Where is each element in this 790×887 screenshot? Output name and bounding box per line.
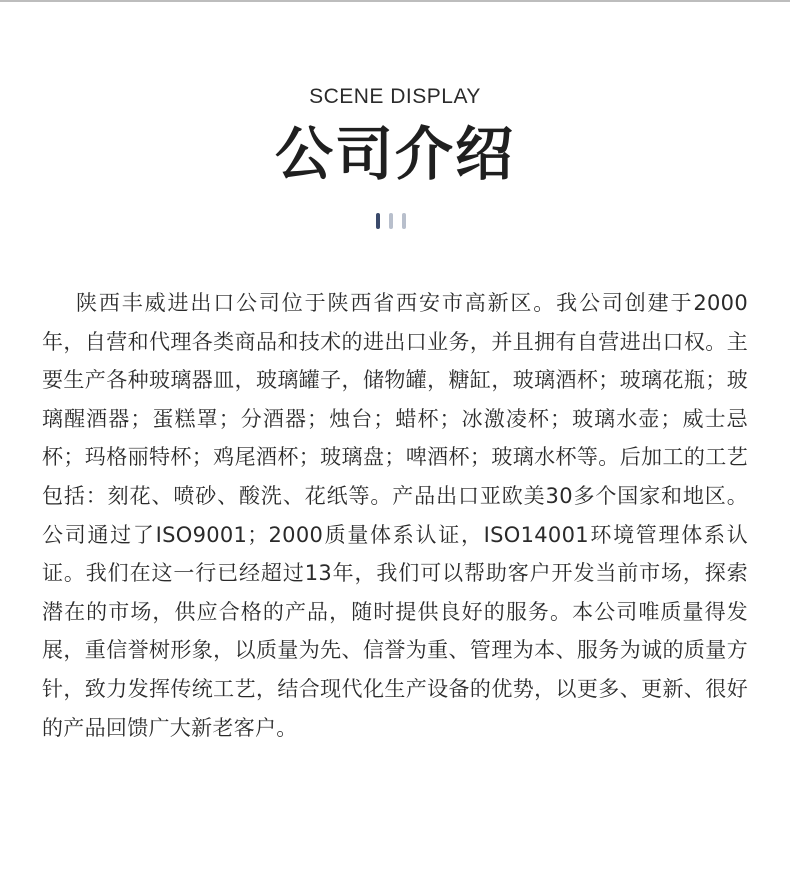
- divider-mark-secondary: [402, 213, 406, 229]
- section-subtitle: SCENE DISPLAY: [309, 85, 481, 108]
- divider-mark-secondary: [389, 213, 393, 229]
- company-introduction-paragraph: 陕西丰威进出口公司位于陕西省西安市高新区。我公司创建于2000年，自营和代理各类商品和技术的进出口业务，并且拥有自营进出口权。主要生产各种玻璃器皿，玻璃罐子，储物罐，糖缸，玻璃酒杯；玻璃花瓶；玻璃醒酒器；蛋糕罩；分酒器；烛台；蜡杯；冰激凌杯；玻璃水壶；威士忌杯；玛格丽特杯；鸡尾酒杯；玻璃盘；啤酒杯；玻璃水杯等。后加工的工艺包括：刻花、喷砂、酸洗、花纸等。产品出口亚欧美30多个国家和地区。公司通过了ISO9001；2000质量体系认证，ISO14001环境管理体系认证。我们在这一行已经超过13年，我们可以帮助客户开发当前市场，探索潜在的市场，供应合格的产品，随时提供良好的服务。本公司唯质量得发展，重信誉树形象，以质量为先、信誉为重、管理为本、服务为诚的质量方针，致力发挥传统工艺，结合现代化生产设备的优势，以更多、更新、很好的产品回馈广大新老客户。: [42, 291, 748, 740]
- top-divider-line: [0, 0, 790, 2]
- page-title: 公司介绍: [274, 120, 515, 188]
- decorative-divider: [376, 213, 416, 229]
- divider-mark-primary: [376, 213, 380, 229]
